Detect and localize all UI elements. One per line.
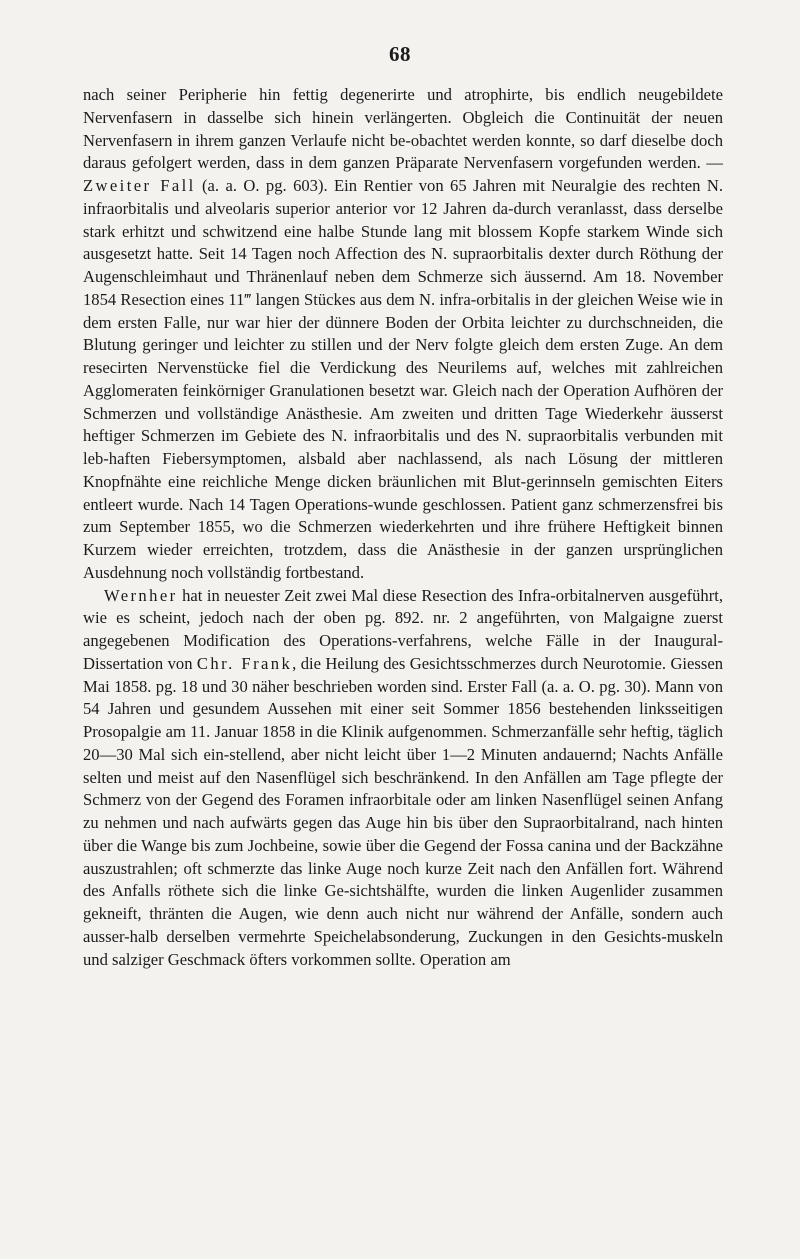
paragraph-case-two — [83, 84, 723, 585]
body-text — [83, 84, 723, 971]
text-segment: nach seiner Peripherie hin fettig degenerirte und atrophirte, bis endlich neugebildete Nervenfasern in dasselbe sich hinein verlängerten. Obgleich die Continuität der neuen Nervenfasern in ihrem ganzen Verlaufe nicht be-obachtet werden konnte, so darf dieselbe doch daraus gefolgert werden, dass in dem ganzen Präparate Nervenfasern vorgefunden werden. — — [83, 85, 723, 173]
text-segment-spaced: Wernher — [104, 585, 178, 605]
page-number: 68 — [389, 42, 411, 66]
text-segment: hat in neuester Zeit zwei Mal diese Resection des Infra-orbitalnerven ausgeführt, wie es scheint, jedoch nach der oben pg. 892. nr. 2 angeführten, von Malgaigne zuerst angegebenen Modification des Operations-verfahrens, welche Fälle in der Inaugural-Dissertation von — [83, 585, 723, 673]
paragraph-wernher — [83, 585, 723, 972]
text-segment-spaced: Chr. Frank — [196, 653, 293, 673]
text-segment: , die Heilung des Gesichtsschmerzes durch Neurotomie. Giessen Mai 1858. pg. 18 und 30 näher beschrieben worden sind. Erster Fall (a. a. O. pg. 30). Mann von 54 Jahren und gesundem Aussehen mit einer seit Sommer 1856 bestehenden linksseitigen Prosopalgie am 11. Januar 1858 in die Klinik aufgenommen. Schmerzanfälle sehr heftig, täglich 20—30 Mal sich ein-stellend, aber nicht leicht über 1—2 Minuten andauernd; Nachts Anfälle selten und meist auf den Nasenflügel sich beschränkend. In den Anfällen am Tage pflegte der Schmerz von der Gegend des Foramen infraorbitale oder am linken Nasenflügel seinen Anfang zu nehmen und nach aufwärts gegen das Auge hin bis über den Supraorbitalrand, nach hinten über die Wange bis zum Jochbeine, sowie über die Gegend der Fossa canina und der Backzähne auszustrahlen; oft schmerzte das linke Auge noch kurze Zeit nach den Anfällen fort. Während des Anfalls röthete sich die linke Ge-sichtshälfte, wurden die linken Augenlider zusammen gekneift, thränten die Augen, wie denn auch nicht nur während der Anfälle, sondern auch ausser-halb derselben vermehrte Speichelabsonderung, Zuckungen in den Gesichts-muskeln und salziger Geschmack öfters vorkommen sollte. Operation am — [83, 653, 723, 969]
text-segment-spaced: Zweiter Fall — [83, 176, 196, 195]
text-segment: (a. a. O. pg. 603). Ein Rentier von 65 Jahren mit Neuralgie des rechten N. infraorbitalis und alveolaris superior anterior vor 12 Jahren da-durch veranlasst, dass derselbe stark erhitzt und schwitzend eine halbe Stunde lang mit blossem Kopfe starkem Winde sich ausgesetzt hatte. Seit 14 Tagen noch Affection des N. supraorbitalis dexter durch Röthung der Augenschleimhaut und Thränenlauf neben dem Schmerze sich äussernd. Am 18. November 1854 Resection eines 11‴ langen Stückes aus dem N. infra-orbitalis in der gleichen Weise wie in dem ersten Falle, nur war hier der dünnere Boden der Orbita leichter zu durchschneiden, die Blutung geringer und leichter zu stillen und der Nerv folgte gleich dem ersten Zuge. An dem resecirten Nervenstücke fiel die Verdickung des Neurilems auf, welches mit zahlreichen Agglomeraten feinkörniger Granulationen besetzt war. Gleich nach der Operation Aufhören der Schmerzen und vollständige Anästhesie. Am zweiten und dritten Tage Wiederkehr äusserst heftiger Schmerzen im Gebiete des N. infraorbitalis und des N. supraorbitalis verbunden mit leb-haften Fiebersymptomen, alsbald aber nachlassend, als nach Lösung der mittleren Knopfnähte eine reichliche Menge dicken bräunlichen mit Blut-gerinnseln gemischten Eiters entleert wurde. Nach 14 Tagen Operations-wunde geschlossen. Patient ganz schmerzensfrei bis zum September 1855, wo die Schmerzen wiederkehrten und ihre frühere Heftigkeit binnen Kurzem wieder erreichten, trotzdem, dass die Anästhesie in der ganzen ursprünglichen Ausdehnung noch vollständig fortbestand. — [83, 176, 723, 582]
